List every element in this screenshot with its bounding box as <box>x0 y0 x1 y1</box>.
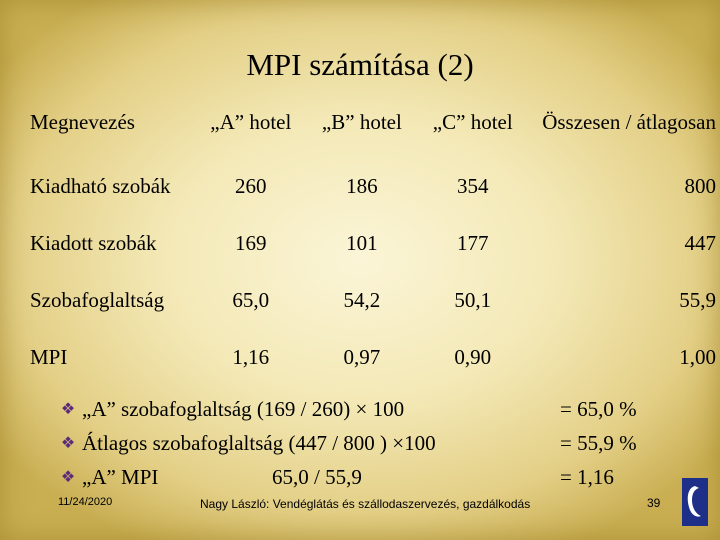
row-label: Kiadott szobák <box>30 231 157 255</box>
table-cell: 65,0 <box>232 288 270 312</box>
list-item <box>58 426 698 460</box>
list-item <box>58 460 698 494</box>
footer-date: 11/24/2020 <box>58 496 113 508</box>
table-cell: 186 <box>346 174 378 198</box>
table-row <box>30 329 720 386</box>
table-cell: 177 <box>457 231 489 255</box>
table-cell: 50,1 <box>454 288 492 312</box>
diamond-bullet-icon: ❖ <box>60 467 76 486</box>
mpi-table <box>30 86 720 386</box>
table-cell: 101 <box>346 231 378 255</box>
table-cell: 800 <box>684 174 716 198</box>
bullet-list <box>58 392 698 494</box>
header-cell-hotel-b: „B” hotel <box>321 109 402 134</box>
page-number: 39 <box>647 496 661 510</box>
list-item <box>58 392 698 426</box>
table-header-row <box>30 86 720 158</box>
table-row <box>30 215 720 272</box>
table-cell: 260 <box>235 174 267 198</box>
diamond-bullet-icon: ❖ <box>60 399 76 418</box>
bullet-formula: 65,0 / 55,9 <box>272 465 362 489</box>
table-cell: 354 <box>457 174 489 198</box>
bullet-result: = 1,16 <box>560 465 614 489</box>
table-row <box>30 158 720 215</box>
row-label: Kiadható szobák <box>30 174 171 198</box>
header-cell-hotel-a: „A” hotel <box>210 109 292 134</box>
table-cell: 55,9 <box>679 288 716 312</box>
footer-author: Nagy László: Vendéglátás és szállodaszervezés, gazdálkodás <box>200 497 531 511</box>
bullet-text: Átlagos szobafoglaltság (447 / 800 ) ×100 <box>82 431 436 455</box>
bullet-result: = 55,9 % <box>560 431 637 455</box>
table-cell: 0,90 <box>454 345 492 369</box>
header-cell-total: Összesen / átlagosan <box>542 110 716 134</box>
row-label: MPI <box>30 345 68 369</box>
bullet-result: = 65,0 % <box>560 397 637 421</box>
university-logo-icon <box>682 478 708 526</box>
bullet-text: „A” szobafoglaltság (169 / 260) × 100 <box>82 397 405 421</box>
diamond-bullet-icon: ❖ <box>60 433 76 452</box>
table-cell: 447 <box>684 231 716 255</box>
row-label: Szobafoglaltság <box>30 288 165 312</box>
header-cell-hotel-c: „C” hotel <box>432 109 513 134</box>
table-cell: 0,97 <box>343 345 381 369</box>
header-cell-megnevezes: Megnevezés <box>30 109 135 134</box>
bullet-text: „A” MPI <box>82 465 159 489</box>
table-cell: 54,2 <box>343 288 381 312</box>
table-row <box>30 272 720 329</box>
slide-title: MPI számítása (2) <box>246 47 474 82</box>
table-cell: 1,00 <box>679 345 716 369</box>
table-cell: 1,16 <box>232 345 270 369</box>
table-cell: 169 <box>235 231 267 255</box>
